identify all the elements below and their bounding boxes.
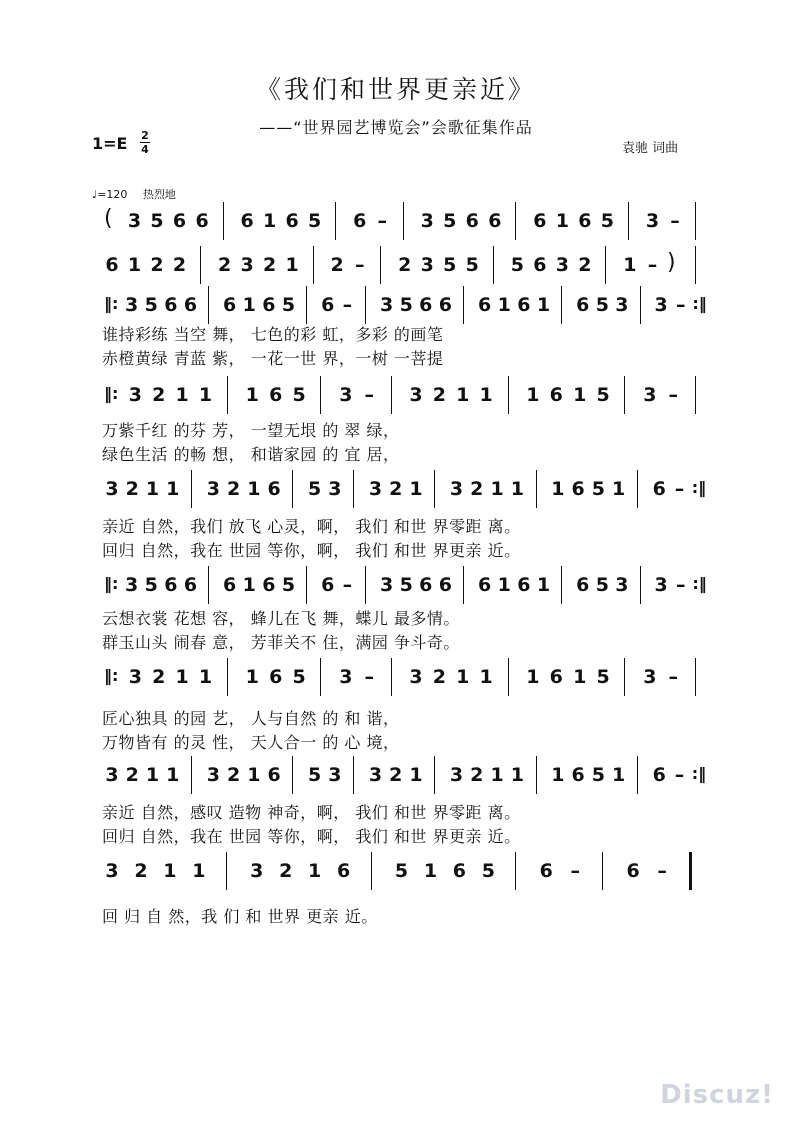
barline	[227, 376, 228, 414]
note: 6	[652, 764, 666, 786]
note: 6	[571, 478, 585, 500]
sustain-dash: –	[364, 384, 374, 406]
lyric-line: 匠心独具 的园 艺， 人与自然 的 和 谐，	[102, 709, 400, 728]
sustain-dash: –	[354, 254, 365, 276]
note: 3	[420, 210, 434, 232]
note: 3	[328, 764, 342, 786]
barline	[320, 658, 321, 696]
tempo-value: ♩=120	[92, 188, 128, 201]
note: 2	[330, 254, 344, 276]
note: 6	[478, 294, 492, 316]
author-credit: 袁驰 词曲	[622, 141, 679, 156]
note: 1	[127, 254, 142, 276]
lyric-line: 云想衣裳 花想 容， 蜂儿在飞 舞，蝶儿 最多情。	[102, 609, 460, 628]
barline	[695, 202, 696, 240]
repeat-start: ‖:	[104, 294, 119, 313]
note: 2	[470, 478, 484, 500]
note: 1	[409, 764, 423, 786]
note: 5	[510, 254, 524, 276]
note: 1	[497, 294, 511, 316]
note: 1	[245, 384, 259, 406]
note: 1	[409, 478, 423, 500]
note: 2	[134, 860, 148, 882]
barline	[200, 246, 201, 284]
note: 6	[267, 478, 281, 500]
note: 1	[192, 860, 206, 882]
paren-open: (	[104, 206, 113, 231]
note: 1	[490, 478, 504, 500]
sustain-dash: –	[342, 294, 353, 316]
note: 3	[449, 764, 464, 786]
note: 5	[308, 764, 322, 786]
note: 5	[399, 294, 413, 316]
barline	[391, 658, 392, 696]
note: 6	[321, 294, 335, 316]
note: 2	[398, 254, 412, 276]
repeat-start: ‖:	[104, 666, 119, 685]
note: 1	[247, 478, 261, 500]
sustain-dash: –	[647, 254, 658, 276]
lyric-line: 谁持彩练 当空 舞， 七色的彩 虹，多彩 的画笔	[102, 325, 444, 344]
watermark: Discuz!	[660, 1080, 774, 1110]
barline	[365, 566, 366, 604]
lyric-line: 群玉山头 闹春 意， 芳菲关不 住，满园 争斗奇。	[102, 633, 460, 652]
barline	[605, 246, 606, 284]
sustain-dash: –	[657, 860, 667, 882]
note: 6	[539, 860, 553, 882]
note: 5	[281, 574, 296, 596]
note: 3	[615, 574, 629, 596]
note: 6	[164, 294, 178, 316]
sustain-dash: –	[676, 294, 686, 316]
note: 6	[452, 860, 467, 882]
lyric-line: 回归 自然，我在 世园 等你，啊， 我们 和世 界更亲 近。	[102, 541, 521, 560]
barline	[508, 658, 509, 696]
barline	[536, 756, 537, 794]
barline	[353, 756, 354, 794]
note: 6	[285, 210, 299, 232]
note: 2	[279, 860, 293, 882]
note: 1	[285, 254, 299, 276]
note: 6	[465, 210, 479, 232]
barline	[313, 246, 314, 284]
paren-close: )	[666, 250, 676, 275]
barline	[602, 852, 603, 890]
note: 1	[510, 478, 524, 500]
barline	[335, 202, 336, 240]
note: 6	[438, 294, 453, 316]
note: 3	[206, 764, 220, 786]
time-sig-bottom: 4	[141, 143, 149, 156]
lyric-line: 亲近 自然，感叹 造物 神奇，啊， 我们 和世 界零距 离。	[102, 803, 521, 822]
lyric-line: 回归 自然，我在 世园 等你，啊， 我们 和世 界更亲 近。	[102, 827, 521, 846]
lyric-line: 万紫千红 的芬 芳， 一望无垠 的 翠 绿，	[102, 421, 400, 440]
note: 6	[626, 860, 640, 882]
barline	[191, 756, 192, 794]
note: 2	[125, 478, 139, 500]
note: 5	[144, 574, 158, 596]
barline	[208, 566, 209, 604]
time-signature	[140, 130, 150, 155]
time-sig-top: 2	[141, 129, 149, 142]
note: 1	[242, 294, 256, 316]
barline	[226, 852, 227, 890]
final-barline	[689, 852, 692, 890]
note: 6	[576, 294, 590, 316]
note: 3	[379, 294, 394, 316]
barline	[508, 376, 509, 414]
note: 3	[105, 764, 119, 786]
note: 1	[526, 666, 540, 688]
lyric-line: 赤橙黄绿 青蓝 紫， 一花一世 界，一树 一菩提	[102, 349, 444, 368]
lyric-line: 回 归 自 然，我 们 和 世界 更亲 近。	[102, 907, 378, 926]
note: 6	[183, 294, 198, 316]
note: 1	[145, 764, 160, 786]
barline	[515, 852, 516, 890]
note: 3	[409, 384, 423, 406]
barline	[191, 470, 192, 508]
barline	[463, 286, 464, 324]
note: 3	[105, 860, 119, 882]
tempo-marking	[92, 186, 176, 202]
sustain-dash: –	[364, 666, 374, 688]
note: 5	[308, 210, 322, 232]
repeat-start: ‖:	[104, 574, 119, 593]
barline	[624, 658, 625, 696]
note: 1	[510, 764, 524, 786]
note: 6	[578, 210, 592, 232]
sustain-dash: –	[377, 210, 387, 232]
sustain-dash: –	[570, 860, 580, 882]
note: 1	[166, 478, 180, 500]
note: 2	[125, 764, 139, 786]
barline	[561, 566, 562, 604]
lyric-line: 亲近 自然，我们 放飞 心灵，啊， 我们 和世 界零距 离。	[102, 517, 521, 536]
note: 2	[217, 254, 232, 276]
note: 1	[175, 384, 189, 406]
note: 1	[555, 210, 569, 232]
note: 2	[150, 254, 164, 276]
note: 6	[336, 860, 351, 882]
note: 1	[423, 860, 438, 882]
barline	[561, 286, 562, 324]
barline	[640, 286, 641, 324]
barline	[292, 470, 293, 508]
note: 2	[470, 764, 484, 786]
note: 6	[533, 254, 547, 276]
note: 3	[379, 574, 394, 596]
note: 5	[308, 478, 322, 500]
note: 6	[267, 764, 281, 786]
repeat-start: ‖:	[104, 384, 119, 403]
note: 3	[127, 210, 142, 232]
note: 1	[490, 764, 504, 786]
barline	[637, 470, 638, 508]
barline	[434, 756, 435, 794]
song-subtitle: ——“世界园艺博览会”会歌征集作品	[259, 118, 533, 137]
note: 2	[226, 764, 241, 786]
note: 5	[144, 294, 158, 316]
note: 5	[481, 860, 495, 882]
note: 1	[526, 384, 540, 406]
note: 3	[615, 294, 629, 316]
note: 1	[623, 254, 637, 276]
barline	[223, 202, 224, 240]
note: 6	[223, 574, 237, 596]
note: 5	[150, 210, 164, 232]
note: 1	[551, 764, 565, 786]
barline	[695, 658, 696, 696]
note: 5	[399, 574, 413, 596]
barline	[208, 286, 209, 324]
note: 6	[353, 210, 367, 232]
note: 5	[591, 478, 605, 500]
note: 5	[465, 254, 479, 276]
barline	[227, 658, 228, 696]
barline	[695, 246, 696, 284]
note: 6	[269, 384, 283, 406]
note: 5	[394, 860, 409, 882]
note: 1	[551, 478, 565, 500]
song-title: 《我们和世界更亲近》	[255, 75, 536, 104]
note: 3	[124, 574, 139, 596]
note: 3	[368, 478, 383, 500]
note: 6	[172, 210, 187, 232]
repeat-end: :‖	[691, 764, 707, 783]
note: 1	[536, 574, 551, 596]
sustain-dash: –	[342, 574, 353, 596]
note: 6	[549, 666, 563, 688]
note: 1	[573, 666, 587, 688]
lyric-line: 万物皆有 的灵 性， 天人合一 的 心 境，	[102, 733, 400, 752]
note: 3	[124, 294, 139, 316]
note: 3	[555, 254, 569, 276]
note: 6	[262, 294, 276, 316]
note: 3	[105, 478, 119, 500]
note: 6	[478, 574, 492, 596]
note: 3	[645, 210, 660, 232]
note: 6	[549, 384, 563, 406]
note: 2	[432, 666, 446, 688]
note: 3	[250, 860, 264, 882]
sustain-dash: –	[676, 574, 686, 596]
barline	[380, 246, 381, 284]
note: 6	[262, 574, 276, 596]
note: 6	[164, 574, 178, 596]
note: 3	[654, 294, 668, 316]
barline	[624, 376, 625, 414]
barline	[292, 756, 293, 794]
note: 1	[456, 666, 470, 688]
note: 6	[576, 574, 590, 596]
note: 5	[591, 764, 605, 786]
barline	[371, 852, 372, 890]
note: 3	[449, 478, 464, 500]
note: 2	[389, 478, 403, 500]
note: 6	[240, 210, 254, 232]
repeat-end: :‖	[691, 478, 707, 497]
note: 1	[247, 764, 261, 786]
note: 6	[652, 478, 666, 500]
note: 6	[488, 210, 502, 232]
sustain-dash: –	[668, 384, 678, 406]
note: 5	[443, 210, 457, 232]
note: 3	[409, 666, 423, 688]
note: 6	[517, 574, 531, 596]
note: 1	[573, 384, 587, 406]
note: 1	[175, 666, 189, 688]
barline	[365, 286, 366, 324]
note: 2	[578, 254, 592, 276]
note: 3	[206, 478, 220, 500]
note: 1	[612, 764, 626, 786]
note: 6	[269, 666, 283, 688]
note: 5	[292, 384, 306, 406]
note: 3	[339, 384, 353, 406]
barline	[306, 286, 307, 324]
note: 6	[419, 574, 433, 596]
note: 6	[105, 254, 119, 276]
note: 5	[596, 666, 610, 688]
note: 3	[128, 666, 142, 688]
note: 2	[432, 384, 446, 406]
note: 6	[195, 210, 209, 232]
note: 5	[443, 254, 457, 276]
barline	[403, 202, 404, 240]
note: 1	[536, 294, 551, 316]
barline	[434, 470, 435, 508]
note: 1	[479, 384, 493, 406]
note: 5	[281, 294, 296, 316]
note: 6	[517, 294, 531, 316]
note: 2	[152, 666, 166, 688]
note: 5	[595, 294, 609, 316]
note: 1	[198, 384, 213, 406]
note: 3	[420, 254, 434, 276]
barline	[640, 566, 641, 604]
barline	[320, 376, 321, 414]
note: 6	[223, 294, 237, 316]
barline	[391, 376, 392, 414]
note: 3	[339, 666, 353, 688]
barline	[463, 566, 464, 604]
note: 3	[368, 764, 383, 786]
note: 2	[263, 254, 277, 276]
note: 3	[240, 254, 254, 276]
barline	[628, 202, 629, 240]
lyric-line: 绿色生活 的畅 想， 和谐家园 的 宜 居，	[102, 445, 400, 464]
key-signature: 1=E	[92, 134, 128, 153]
note: 3	[643, 384, 657, 406]
barline	[637, 756, 638, 794]
note: 1	[612, 478, 626, 500]
sustain-dash: –	[668, 666, 678, 688]
note: 2	[152, 384, 166, 406]
note: 1	[242, 574, 256, 596]
repeat-end: :‖	[692, 574, 707, 593]
note: 1	[166, 764, 180, 786]
note: 1	[479, 666, 493, 688]
note: 5	[292, 666, 306, 688]
note: 3	[128, 384, 142, 406]
note: 1	[497, 574, 511, 596]
note: 1	[456, 384, 470, 406]
note: 3	[643, 666, 657, 688]
barline	[515, 202, 516, 240]
note: 2	[172, 254, 187, 276]
note: 6	[419, 294, 433, 316]
sustain-dash: –	[674, 764, 685, 786]
note: 1	[145, 478, 160, 500]
note: 6	[183, 574, 198, 596]
note: 5	[600, 210, 615, 232]
style-marking: 热烈地	[142, 188, 176, 201]
note: 1	[163, 860, 177, 882]
note: 2	[389, 764, 403, 786]
barline	[536, 470, 537, 508]
note: 5	[596, 384, 610, 406]
note: 1	[263, 210, 277, 232]
note: 6	[571, 764, 585, 786]
note: 2	[226, 478, 241, 500]
note: 1	[198, 666, 213, 688]
note: 3	[654, 574, 668, 596]
barline	[353, 470, 354, 508]
barline	[695, 376, 696, 414]
note: 6	[321, 574, 335, 596]
repeat-end: :‖	[692, 294, 707, 313]
barline	[306, 566, 307, 604]
note: 6	[438, 574, 453, 596]
note: 1	[245, 666, 259, 688]
note: 3	[328, 478, 342, 500]
note: 5	[595, 574, 609, 596]
note: 6	[533, 210, 547, 232]
sustain-dash: –	[674, 478, 685, 500]
sustain-dash: –	[670, 210, 680, 232]
barline	[493, 246, 494, 284]
note: 1	[308, 860, 322, 882]
